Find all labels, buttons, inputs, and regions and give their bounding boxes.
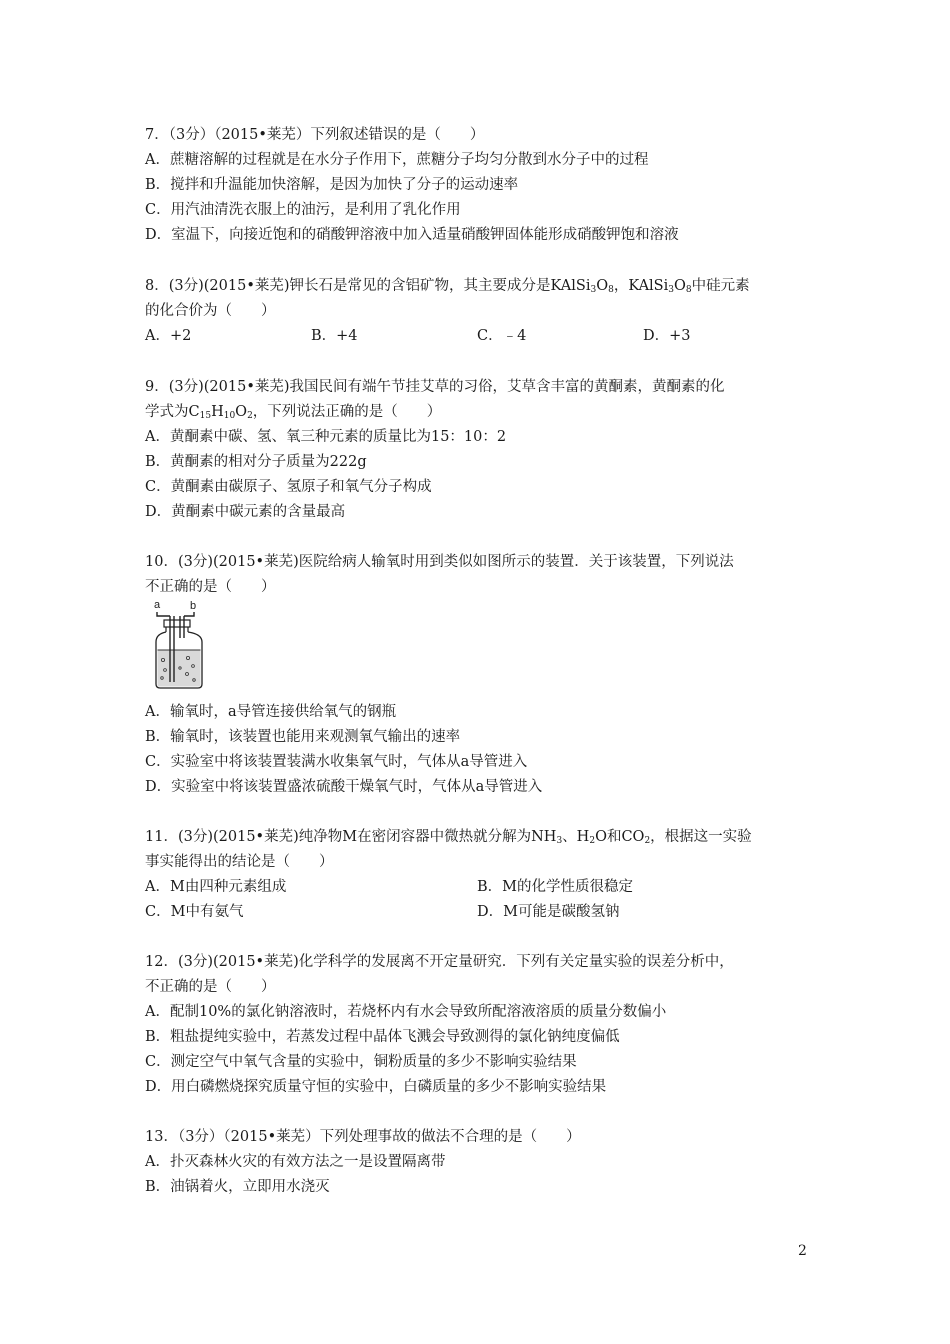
question-10-options — [145, 700, 815, 800]
question-9-option-d: D．黄酮素中碳元素的含量最高 — [145, 504, 346, 520]
question-12 — [145, 950, 815, 1100]
question-7 — [145, 123, 815, 248]
question-10-option-a: A．输氧时，a导管连接供给氧气的钢瓶 — [145, 704, 397, 720]
question-10 — [145, 550, 815, 600]
question-8-stem-line2: 的化合价为（ ） — [145, 303, 276, 319]
question-7-stem: 7．（3分）（2015•莱芜）下列叙述错误的是（ ） — [145, 127, 485, 143]
question-10-stem: 10．(3分)(2015•莱芜)医院给病人输氧时用到类似如图所示的装置．关于该装置，下列说法 — [145, 554, 734, 570]
question-9-option-b: B．黄酮素的相对分子质量为222g — [145, 454, 367, 470]
question-11-option-b: B．M的化学性质很稳定 — [477, 879, 634, 895]
question-8-option-a: A．+2 — [145, 328, 192, 344]
question-8-option-d: D．+3 — [643, 328, 691, 344]
gas-washing-bottle-figure — [150, 598, 210, 690]
question-10-option-c: C．实验室中将该装置装满水收集氧气时，气体从a导管进入 — [145, 754, 528, 770]
question-13-stem: 13．（3分）（2015•莱芜）下列处理事故的做法不合理的是（ ） — [145, 1129, 581, 1145]
question-10-option-d: D．实验室中将该装置盛浓硫酸干燥氧气时，气体从a导管进入 — [145, 779, 543, 795]
question-11-option-c: C．M中有氨气 — [145, 904, 244, 920]
question-7-option-c: C．用汽油清洗衣服上的油污，是利用了乳化作用 — [145, 202, 461, 218]
page-number: 2 — [798, 1243, 807, 1259]
question-8-options — [145, 324, 815, 349]
stopper — [164, 620, 190, 627]
question-9-stem: 9．(3分)(2015•莱芜)我国民间有端午节挂艾草的习俗，艾草含丰富的黄酮素，黄酮素的化 — [145, 379, 725, 395]
question-12-stem-line2: 不正确的是（ ） — [145, 979, 276, 995]
question-12-option-c: C．测定空气中氧气含量的实验中，铜粉质量的多少不影响实验结果 — [145, 1054, 577, 1070]
question-9-stem-line2: 学式为$C_{15}H_{10}O_2$，下列说法正确的是（ ） — [145, 404, 442, 421]
tube-a-label: a — [154, 599, 161, 611]
question-8 — [145, 274, 815, 349]
question-10-option-b: B．输氧时，该装置也能用来观测氧气输出的速率 — [145, 729, 461, 745]
question-12-option-d: D．用白磷燃烧探究质量守恒的实验中，白磷质量的多少不影响实验结果 — [145, 1079, 607, 1095]
question-12-option-a: A．配制10%的氯化钠溶液时，若烧杯内有水会导致所配溶液溶质的质量分数偏小 — [145, 1004, 667, 1020]
question-9-option-c: C．黄酮素由碳原子、氢原子和氧气分子构成 — [145, 479, 432, 495]
question-7-option-a: A．蔗糖溶解的过程就是在水分子作用下，蔗糖分子均匀分散到水分子中的过程 — [145, 152, 649, 168]
question-9 — [145, 375, 815, 525]
question-11 — [145, 825, 815, 925]
question-9-option-a: A．黄酮素中碳、氢、氧三种元素的质量比为15：10：2 — [145, 429, 507, 445]
question-8-option-b: B．+4 — [311, 328, 358, 344]
question-12-stem: 12．(3分)(2015•莱芜)化学科学的发展离不开定量研究．下列有关定量实验的误差分析中， — [145, 954, 734, 970]
question-12-option-b: B．粗盐提纯实验中，若蒸发过程中晶体飞溅会导致测得的氯化钠纯度偏低 — [145, 1029, 620, 1045]
question-11-stem: 11．(3分)(2015•莱芜)纯净物M在密闭容器中微热就分解为$NH_3$、$H_2O$和$CO_2$，根据这一实验 — [145, 829, 752, 846]
tube-b-label: b — [190, 600, 197, 612]
question-8-stem: 8．(3分)(2015•莱芜)钾长石是常见的含铝矿物，其主要成分是$KAlSi_3O_8$，$KAlSi_3O_8$中硅元素 — [145, 278, 750, 295]
question-13-option-b: B．油锅着火，立即用水浇灭 — [145, 1179, 330, 1195]
question-7-option-b: B．搅拌和升温能加快溶解，是因为加快了分子的运动速率 — [145, 177, 519, 193]
question-11-options-row2 — [145, 900, 815, 925]
question-13 — [145, 1125, 815, 1200]
question-8-option-c: C．﹣4 — [477, 328, 527, 344]
question-13-option-a: A．扑灭森林火灾的有效方法之一是设置隔离带 — [145, 1154, 446, 1170]
question-11-options-row1 — [145, 875, 815, 900]
question-11-option-d: D．M可能是碳酸氢钠 — [477, 904, 620, 920]
question-11-option-a: A．M由四种元素组成 — [145, 879, 287, 895]
question-10-stem-line2: 不正确的是（ ） — [145, 579, 276, 595]
question-7-option-d: D．室温下，向接近饱和的硝酸钾溶液中加入适量硝酸钾固体能形成硝酸钾饱和溶液 — [145, 227, 679, 243]
question-11-stem-line2: 事实能得出的结论是（ ） — [145, 854, 334, 870]
